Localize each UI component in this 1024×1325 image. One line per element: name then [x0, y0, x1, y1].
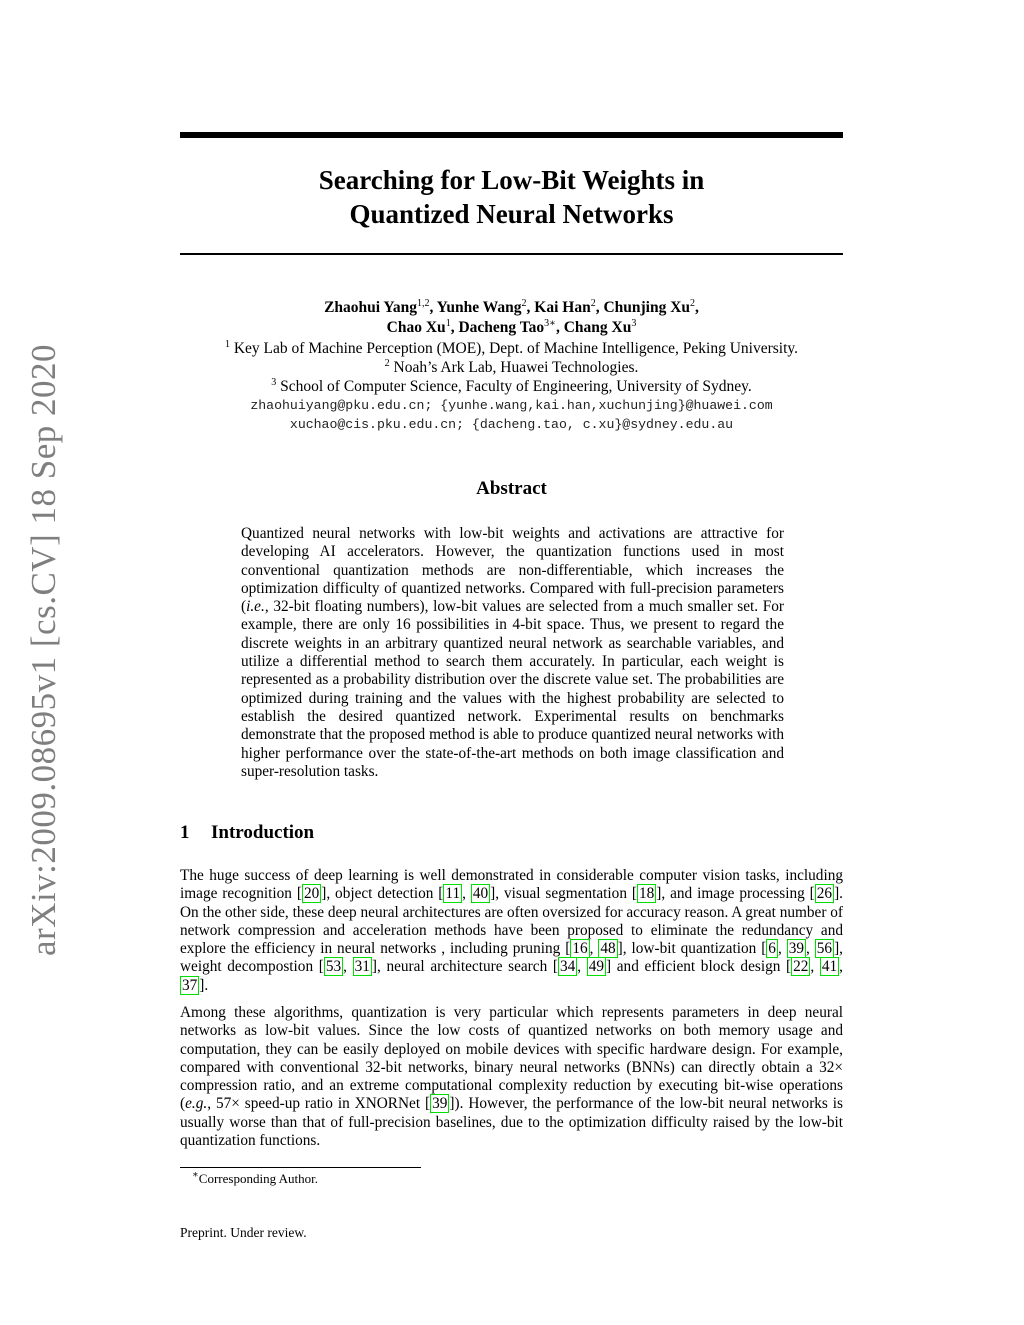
title-line-1: Searching for Low-Bit Weights in	[318, 165, 705, 195]
intro-paragraph-2	[180, 1004, 843, 1150]
affiliation-item	[180, 377, 843, 396]
author-affil-mark: 3	[544, 317, 550, 329]
paper-title	[180, 163, 843, 231]
footnote-mark: ∗	[192, 1169, 199, 1181]
citation-link[interactable]: 41	[821, 958, 838, 976]
affiliation-item	[180, 339, 843, 358]
author-line-1	[180, 298, 843, 318]
author-list	[180, 298, 843, 338]
para-text: ], neural architecture search [	[371, 958, 558, 976]
arxiv-side-stamp: arXiv:2009.08695v1 [cs.CV] 18 Sep 2020	[24, 343, 63, 957]
citation-link[interactable]: 22	[793, 958, 809, 976]
para-text: ,	[343, 958, 353, 976]
para-text: The huge success of deep learning is well demonstrated in considerable computer vision tasks, including image recognition [	[180, 867, 843, 903]
para-text: ]. On the other side, these deep neural architectures are often oversized for accuracy reason. A great number of network compression and acceleration methods have been proposed to eliminate the redundancy and explore the efficiency in neural networks , including pruning [	[180, 885, 843, 958]
author-name: , Chang Xu	[555, 319, 632, 336]
author-name: , Dacheng Tao	[450, 319, 545, 336]
citation-link[interactable]: 6	[768, 940, 776, 958]
para-text: ]). However, the performance of the low-bit neural networks is usually worse than that of full-precision baselines, due to the optimization difficulty raised by the low-bit quantization functions.	[180, 1095, 843, 1150]
email-list	[180, 396, 843, 434]
citation-link[interactable]: 48	[600, 940, 616, 958]
affiliation-text: Noah’s Ark Lab, Huawei Technologies.	[389, 359, 639, 376]
footnote	[192, 1171, 318, 1187]
para-eg: e.g.	[185, 1095, 208, 1113]
author-affil-mark: 2	[521, 297, 527, 309]
affiliation-item	[180, 358, 843, 377]
para-text: ,	[577, 958, 587, 976]
citation-link[interactable]: 49	[588, 958, 605, 976]
section-number: 1	[180, 822, 190, 843]
citation-link[interactable]: 16	[572, 940, 588, 958]
para-text: ] and efficient block design [	[606, 958, 792, 976]
title-top-rule	[180, 132, 843, 138]
para-text: ], visual segmentation [	[490, 885, 637, 903]
para-text: , 57× speed-up ratio in XNORNet [	[207, 1095, 431, 1113]
abstract-text	[241, 525, 784, 781]
citation-link[interactable]: 39	[432, 1095, 448, 1113]
para-text: ,	[806, 940, 815, 958]
abstract-text-part: Quantized neural networks with low-bit weights and activations are attractive for developing AI accelerators. However, the quantization functions used in most conventional quantization methods are non-differentiable, which increases the optimization difficulty of quantized networks. Compared with full-precision parameters (	[241, 525, 784, 616]
email-line: xuchao@cis.pku.edu.cn; {dacheng.tao, c.xu}@sydney.edu.au	[289, 417, 734, 432]
author-affil-mark: 3	[631, 317, 637, 329]
author-name: Chao Xu	[386, 319, 446, 336]
affiliation-list	[180, 339, 843, 396]
affiliation-mark: 3	[271, 376, 277, 388]
author-affil-mark: 2	[690, 297, 696, 309]
intro-paragraph-1	[180, 867, 843, 995]
author-separator: ,	[695, 299, 699, 316]
para-text: Among these algorithms, quantization is very particular which represents parameters in deep neural networks as low-bit values. Since the low costs of quantized networks on both memory usage and computation, they can be easily deployed on mobile devices with specific hardware design. For example, compared with conventional 32-bit networks, binary neural networks (BNNs) can directly obtain a 32× compression ratio, and an extreme computational complexity reduction by executing bit-wise operations (	[180, 1004, 843, 1113]
author-affil-mark: 2	[590, 297, 596, 309]
citation-link[interactable]: 26	[816, 885, 833, 903]
footnote-rule	[180, 1167, 421, 1168]
footnote-text: Corresponding Author.	[198, 1171, 318, 1186]
citation-link[interactable]: 20	[303, 885, 320, 903]
abstract-text-part: , 32-bit floating numbers), low-bit values are selected from a much smaller set. For example, there are only 16 possibilities in 4-bit space. Thus, we present to regard the discrete weights in an arbitrary quantized neural network as searchable variables, and utilize a differential method to search them accurately. In particular, each weight is represented as a probability distribution over the discrete value set. The probabilities are optimized during training and the values with the highest probability are selected to establish the desired quantized network. Experimental results on benchmarks demonstrate that the proposed method is able to produce quantized neural networks with higher performance over the state-of-the-art methods on both image classification and super-resolution tasks.	[241, 598, 784, 780]
citation-link[interactable]: 37	[182, 976, 198, 994]
affiliation-mark: 1	[224, 338, 230, 350]
affiliation-text: Key Lab of Machine Perception (MOE), Dept. of Machine Intelligence, Peking University.	[229, 340, 799, 357]
author-line-2	[180, 318, 843, 338]
section-title: Introduction	[211, 822, 315, 843]
para-text: ,	[589, 940, 599, 958]
author-name: , Kai Han	[526, 299, 591, 316]
citation-link[interactable]: 18	[638, 885, 655, 903]
para-text: ].	[199, 976, 209, 994]
author-name: , Yunhe Wang	[429, 299, 522, 316]
citation-link[interactable]: 31	[354, 958, 370, 976]
abstract-heading: Abstract	[476, 478, 547, 499]
para-text: ], and image processing [	[656, 885, 815, 903]
para-text: ], low-bit quantization [	[617, 940, 767, 958]
para-text: ,	[839, 958, 843, 976]
citation-link[interactable]: 39	[788, 940, 805, 958]
para-text: ], weight decompostion [	[180, 940, 843, 976]
title-bottom-rule	[180, 253, 843, 255]
affiliation-text: School of Computer Science, Faculty of Engineering, University of Sydney.	[276, 378, 752, 395]
citation-link[interactable]: 53	[325, 958, 342, 976]
para-text: ], object detection [	[321, 885, 444, 903]
author-name: , Chunjing Xu	[595, 299, 691, 316]
title-line-2: Quantized Neural Networks	[349, 199, 674, 229]
corresponding-author-mark: ∗	[549, 317, 556, 329]
para-text: ,	[462, 885, 471, 903]
affiliation-mark: 2	[384, 357, 390, 369]
citation-link[interactable]: 11	[445, 885, 461, 903]
author-affil-mark: 1	[445, 317, 451, 329]
citation-link[interactable]: 40	[472, 885, 489, 903]
citation-link[interactable]: 56	[816, 940, 833, 958]
section-heading-introduction	[180, 822, 314, 844]
page-footer: Preprint. Under review.	[180, 1225, 307, 1240]
author-name: Zhaohui Yang	[324, 299, 417, 316]
email-line: zhaohuiyang@pku.edu.cn; {yunhe.wang,kai.han,xuchunjing}@huawei.com	[250, 398, 773, 413]
citation-link[interactable]: 34	[559, 958, 576, 976]
para-text: ,	[810, 958, 820, 976]
para-text: ,	[777, 940, 787, 958]
author-affil-mark: 1,2	[416, 297, 430, 309]
abstract-ie: i.e.	[246, 598, 265, 616]
